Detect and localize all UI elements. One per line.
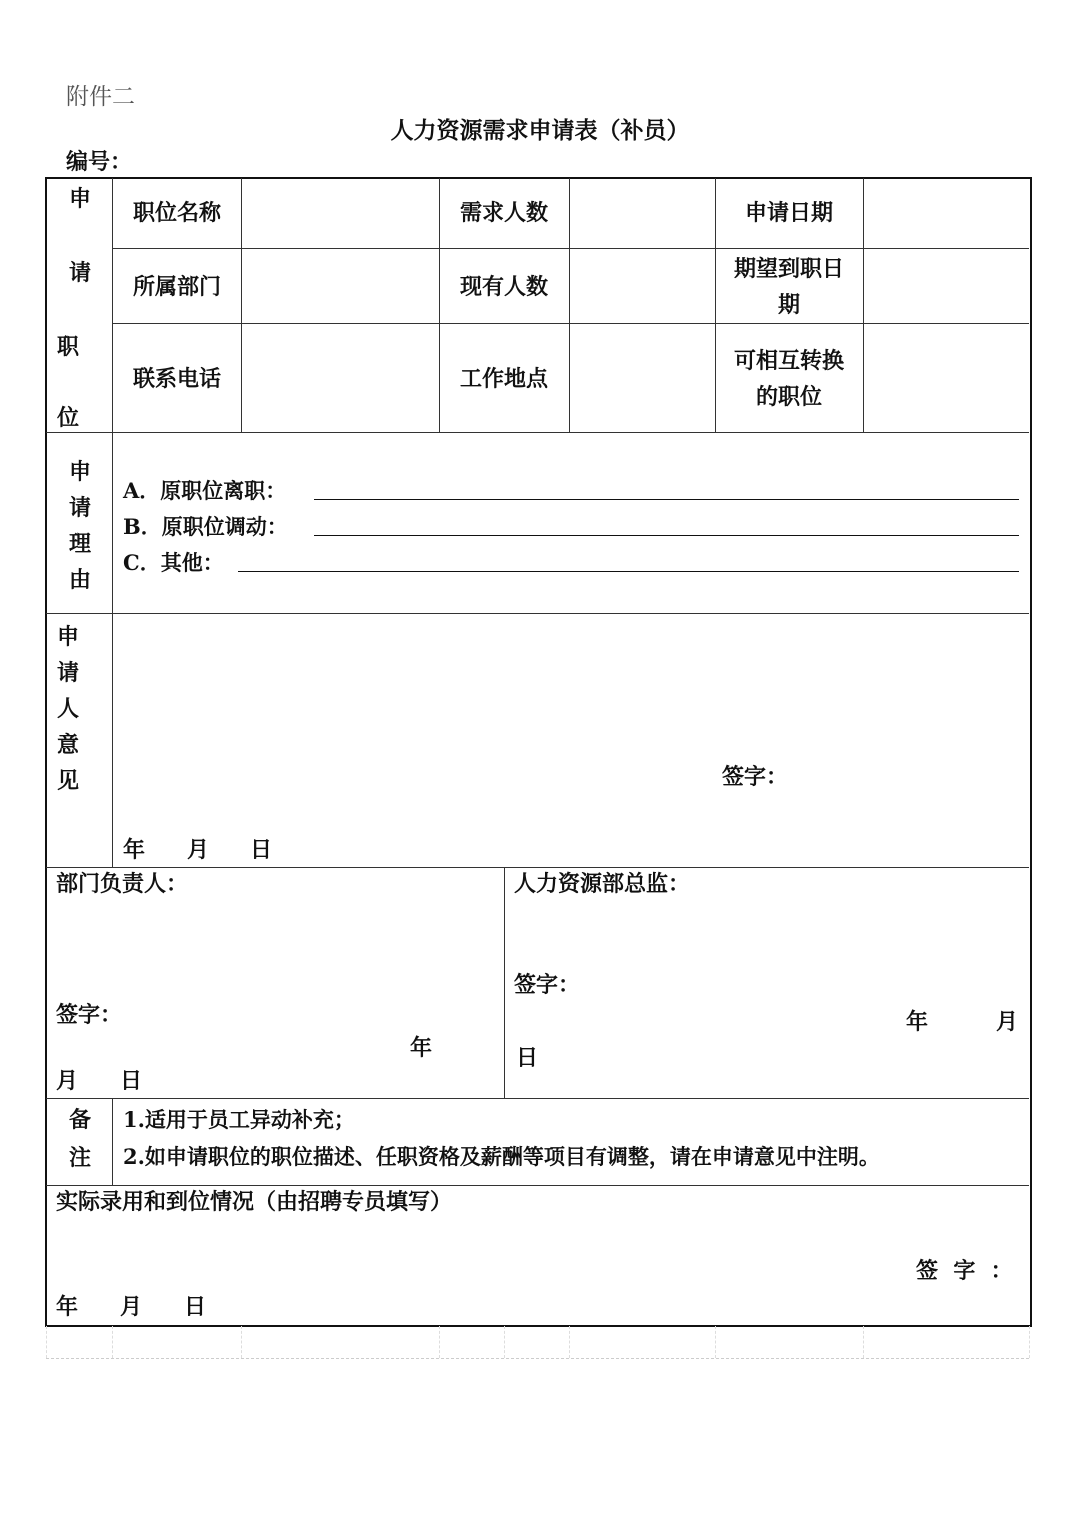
column-divider: [863, 178, 864, 433]
side-label-char: 职: [56, 335, 79, 360]
side-label-char: 注: [68, 1146, 91, 1171]
remark-note-2: 2.如申请职位的职位描述、任职资格及薪酬等项目有调整，请在申请意见中注明。: [123, 1144, 880, 1169]
dept-month-label: 月: [56, 1069, 79, 1094]
reason-option-c: C．其他：: [123, 550, 224, 575]
position-name-field[interactable]: [243, 180, 438, 246]
applicant-sign-label: 签字：: [722, 765, 789, 790]
applicant-year-label: 年: [123, 838, 146, 863]
hr-director-label: 人力资源部总监：: [514, 872, 691, 897]
side-label-char: 备: [68, 1108, 91, 1133]
dept-head-label: 部门负责人：: [56, 872, 189, 897]
column-divider: [112, 1098, 113, 1186]
side-label-char: 请: [68, 496, 91, 521]
hiring-month-label: 月: [120, 1295, 143, 1320]
grid-guide-line: [241, 1326, 242, 1358]
attachment-label: 附件二: [66, 84, 135, 110]
transferable-position-label: 可相互转换: [733, 349, 844, 374]
column-divider: [569, 178, 570, 433]
dept-sign-label: 签字：: [56, 1003, 123, 1028]
hiring-year-label: 年: [56, 1295, 79, 1320]
required-count-label: 需求人数: [459, 201, 548, 226]
section-divider: [46, 432, 1029, 433]
expected-start-field[interactable]: [865, 250, 1027, 322]
grid-guide-line: [112, 1326, 113, 1358]
current-count-field[interactable]: [571, 250, 714, 322]
reason-option-a: A．原职位离职：: [123, 478, 287, 503]
form-title: 人力资源需求申请表（补员）: [390, 118, 690, 144]
work-location-field[interactable]: [571, 325, 714, 431]
hr-month-label: 月: [996, 1010, 1019, 1035]
side-label-char: 意: [56, 733, 79, 758]
work-location-label: 工作地点: [459, 367, 548, 392]
position-name-label: 职位名称: [132, 201, 221, 226]
grid-guide-line: [863, 1326, 864, 1358]
required-count-field[interactable]: [571, 180, 714, 246]
transferable-position-field[interactable]: [865, 325, 1027, 431]
hr-sign-label: 签字：: [514, 973, 581, 998]
hiring-day-label: 日: [184, 1295, 207, 1320]
side-label-char: 申: [68, 187, 91, 212]
contact-phone-field[interactable]: [243, 325, 438, 431]
serial-number-label: 编号：: [66, 150, 133, 175]
hiring-status-title: 实际录用和到位情况（由招聘专员填写）: [56, 1190, 453, 1215]
transferable-position-label-cont: 的职位: [755, 385, 822, 410]
side-label-char: 申: [56, 625, 79, 650]
side-label-char: 申: [68, 460, 91, 485]
applicant-month-label: 月: [187, 838, 210, 863]
section-divider: [46, 1098, 1029, 1099]
row-divider: [112, 323, 1029, 324]
grid-guide-line: [569, 1326, 570, 1358]
dept-day-label: 日: [120, 1069, 143, 1094]
side-label-char: 理: [68, 532, 91, 557]
grid-guide-line: [46, 1358, 1029, 1359]
applicant-opinion-field[interactable]: [114, 615, 1027, 865]
side-label-char: 见: [56, 769, 79, 794]
side-label-char: 请: [56, 661, 79, 686]
grid-guide-line: [46, 1326, 47, 1358]
hiring-sign-label: 签 字 ：: [916, 1259, 1013, 1284]
department-field[interactable]: [243, 250, 438, 322]
department-label: 所属部门: [132, 275, 221, 300]
dept-year-label: 年: [410, 1036, 433, 1061]
side-label-char: 由: [68, 568, 91, 593]
current-count-label: 现有人数: [459, 275, 548, 300]
reason-a-input-line[interactable]: [314, 499, 1019, 500]
application-date-label: 申请日期: [744, 201, 833, 226]
remark-note-1: 1.适用于员工异动补充；: [123, 1107, 355, 1132]
expected-start-label: 期望到职日: [733, 257, 844, 282]
grid-guide-line: [504, 1326, 505, 1358]
row-divider: [112, 248, 1029, 249]
application-date-field[interactable]: [865, 180, 1027, 246]
side-label-char: 人: [56, 697, 79, 722]
applicant-day-label: 日: [250, 838, 273, 863]
grid-guide-line: [715, 1326, 716, 1358]
section-divider: [46, 613, 1029, 614]
reason-c-input-line[interactable]: [238, 571, 1019, 572]
side-label-char: 请: [68, 261, 91, 286]
grid-guide-line: [1029, 1326, 1030, 1358]
grid-guide-line: [439, 1326, 440, 1358]
reason-option-b: B．原职位调动：: [123, 514, 288, 539]
reason-b-input-line[interactable]: [314, 535, 1019, 536]
column-divider: [504, 868, 505, 1099]
side-label-char: 位: [56, 406, 79, 431]
contact-phone-label: 联系电话: [132, 367, 221, 392]
hr-year-label: 年: [906, 1010, 929, 1035]
hr-day-label: 日: [516, 1046, 539, 1071]
expected-start-label-cont: 期: [777, 293, 800, 318]
